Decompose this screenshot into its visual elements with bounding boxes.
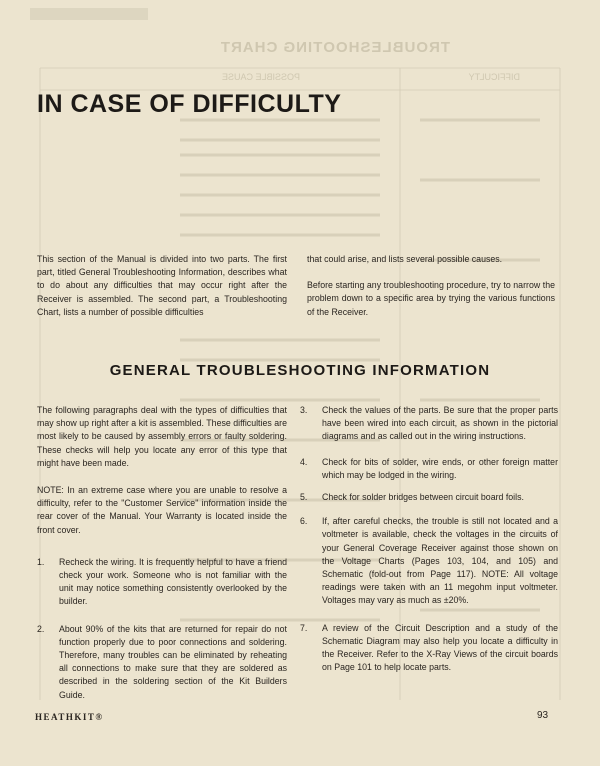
intro-paragraph-right-1: that could arise, and lists several possible causes. xyxy=(307,254,503,264)
list-item-text: If, after careful checks, the trouble is still not located and a voltmeter is available, check the voltages in the circuits of your General Coverage Receiver against those shown on the Voltage Charts (Pages 103, 104, and 105) and Schematic (fold-out from Page 117). NOTE: All voltage readings were taken with an 11 megohm input voltmeter. Voltages may vary as much as ±20%. xyxy=(322,516,558,606)
intro-column-right xyxy=(307,253,555,332)
page-number: 93 xyxy=(537,710,549,721)
list-item xyxy=(300,404,558,444)
list-item xyxy=(37,556,287,609)
page-title: IN CASE OF DIFFICULTY xyxy=(37,90,342,118)
list-item-text: About 90% of the kits that are returned for repair do not function properly due to poor connections and soldering. Therefore, many troubles can be eliminated by reheating all connections to make sure that they are soldered as described in the soldering section of the Kit Builders Guide. xyxy=(59,623,287,700)
list-item-text: A review of the Circuit Description and a study of the Schematic Diagram may also help you locate a difficulty in the Receiver. Refer to the X-Ray Views of the circuit boards on Page 101 to help locate parts. xyxy=(322,622,558,673)
right-column xyxy=(300,404,558,674)
svg-text:TROUBLESHOOTING CHART: TROUBLESHOOTING CHART xyxy=(219,39,450,56)
list-item xyxy=(300,515,558,607)
intro-paragraph-right-2: Before starting any troubleshooting procedure, try to narrow the problem down to a specific area by trying the various functions of the Receiver. xyxy=(307,280,555,317)
list-item-text: Check the values of the parts. Be sure that the proper parts have been wired into each circuit, as shown in the pictorial diagrams and as called out in the wiring instructions. xyxy=(322,405,558,442)
list-item-text: Recheck the wiring. It is frequently helpful to have a friend check your work. Someone who is not familiar with the unit may notice something consistently overlooked by the builder. xyxy=(59,556,287,607)
list-item xyxy=(37,623,287,702)
list-item-number: 2. xyxy=(37,623,45,634)
section-heading: GENERAL TROUBLESHOOTING INFORMATION xyxy=(109,362,491,379)
list-item xyxy=(300,491,558,504)
note-paragraph: NOTE: In an extreme case where you are unable to resolve a difficulty, refer to the "Customer Service" information inside the rear cover of the Manual. Your Warranty is located inside the front cover. xyxy=(37,485,287,535)
list-item-number: 6. xyxy=(300,516,308,527)
list-item-number: 5. xyxy=(300,492,308,503)
list-item-text: Check for solder bridges between circuit board foils. xyxy=(322,492,524,503)
list-item-number: 3. xyxy=(300,405,308,415)
list-item xyxy=(300,456,558,482)
heathkit-brand-mark: HEATHKIT® xyxy=(35,712,104,722)
body-intro-paragraph: The following paragraphs deal with the types of difficulties that may show up right after a kit is assembled. These difficulties are most likely to be caused by assembly errors or faulty soldering. These checks will help you locate any error of this type that might have been made. xyxy=(37,405,287,468)
svg-text:DIFFICULTY: DIFFICULTY xyxy=(468,72,520,82)
intro-paragraph-left: This section of the Manual is divided into two parts. The first part, titled General Troubleshooting Information, describes what to do about any difficulties that may occur right after the Receiver is assembled. The second part, a Troubleshooting Chart, lists a number of possible difficulties xyxy=(37,254,287,317)
svg-text:POSSIBLE CAUSE: POSSIBLE CAUSE xyxy=(221,72,300,82)
list-item-number: 7. xyxy=(300,622,308,633)
list-item-text: Check for bits of solder, wire ends, or other foreign matter which may be lodged in the wiring. xyxy=(322,456,558,480)
list-item xyxy=(300,622,558,675)
list-item-number: 1. xyxy=(37,556,45,567)
left-column xyxy=(37,404,287,702)
list-item-number: 4. xyxy=(300,456,308,467)
